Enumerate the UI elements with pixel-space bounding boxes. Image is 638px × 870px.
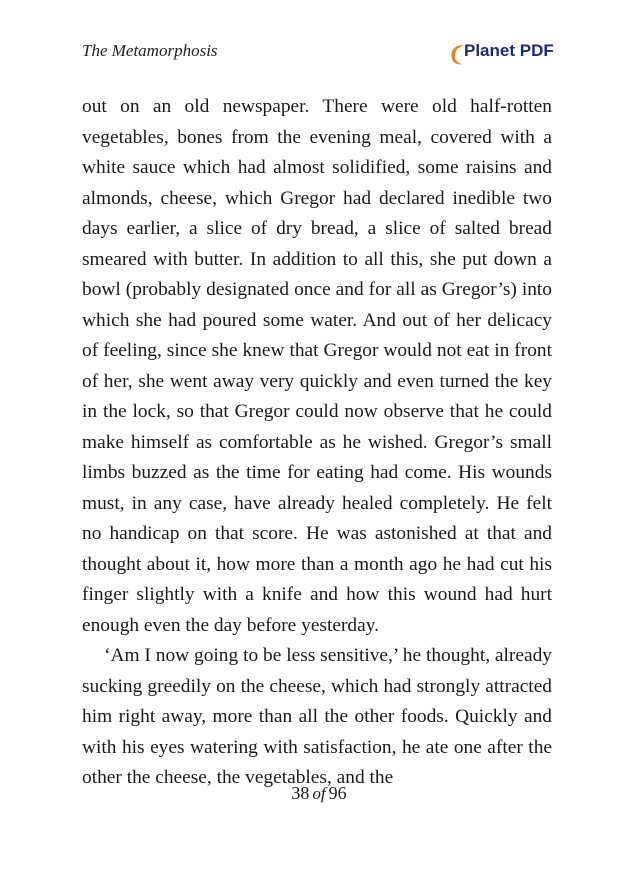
page-number xyxy=(0,783,638,804)
planet-pdf-logo[interactable] xyxy=(448,40,552,66)
logo-text: Planet PDF xyxy=(464,41,554,60)
page-of-label: of xyxy=(312,784,326,803)
page-current: 38 xyxy=(291,783,310,803)
page-body xyxy=(82,92,552,794)
page-total: 96 xyxy=(328,783,347,803)
book-title: The Metamorphosis xyxy=(82,41,218,60)
paragraph: ‘Am I now going to be less sensitive,’ he thought, already sucking greedily on the cheese, which had strongly attracted him right away, more than all the other foods. Quickly and with his eyes watering with satisfaction, he ate one after the other the cheese, the vegetables, and the xyxy=(82,645,552,788)
page-header xyxy=(82,40,552,66)
paragraph: out on an old newspaper. There were old half-rotten vegetables, bones from the evening meal, covered with a white sauce which had almost solidified, some raisins and almonds, cheese, which Gregor had declared inedible two days earlier, a slice of dry bread, a slice of salted bread smeared with butter. In addition to all this, she put down a bowl (probably designated once and for all as Gregor’s) into which she had poured some water. And out of her delicacy of feeling, since she knew that Gregor would not eat in front of her, she went away very quickly and even turned the key in the lock, so that Gregor could now observe that he could make himself as comfortable as he wished. Gregor’s small limbs buzzed as the time for eating had come. His wounds must, in any case, have already healed completely. He felt no handicap on that score. He was astonished at that and thought about it, how more than a month ago he had cut his finger slightly with a knife and how this wound had hurt enough even the day before yesterday. xyxy=(82,96,552,636)
